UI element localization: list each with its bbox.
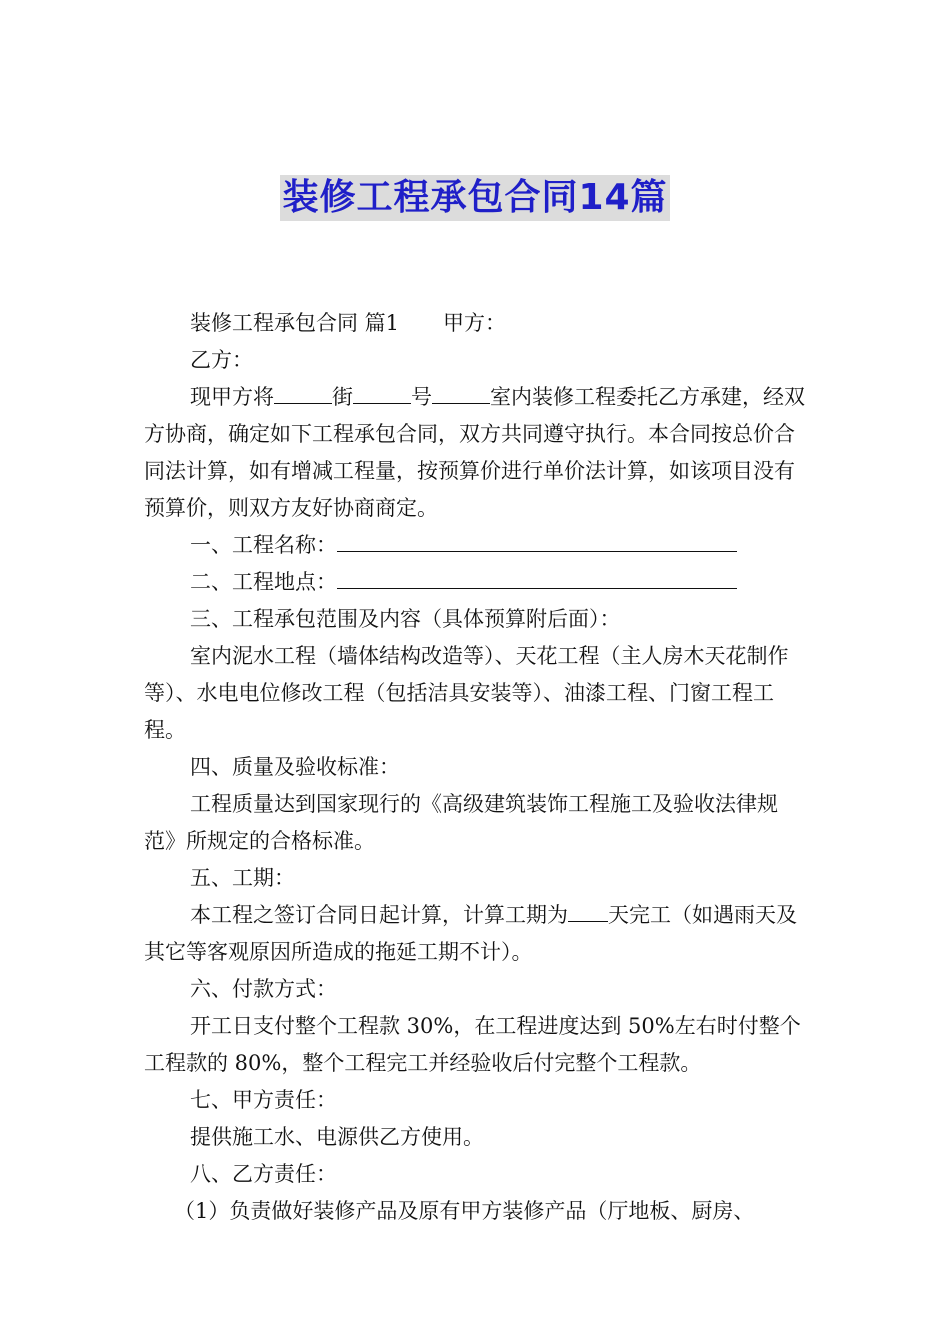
number-blank (353, 379, 411, 404)
title-container (0, 175, 950, 221)
item-project-location: 二、工程地点： (144, 564, 809, 601)
item-duration-label: 五、工期： (190, 866, 295, 890)
item-party-b-duty-text: （1）负责做好装修产品及原有甲方装修产品（厅地板、厨房、 (174, 1199, 755, 1223)
item-party-a-duty-label: 七、甲方责任： (190, 1088, 337, 1112)
days-blank (568, 897, 608, 922)
item-party-a-duty-text: 提供施工水、电源供乙方使用。 (190, 1125, 484, 1149)
item-scope-label: 三、工程承包范围及内容（具体预算附后面）： (190, 607, 621, 631)
item-quality-text: 工程质量达到国家现行的《高级建筑装饰工程施工及验收法律规范》所规定的合格标准。 (144, 792, 778, 853)
heading-line (144, 305, 809, 342)
document-title: 装修工程承包合同14篇 (280, 175, 669, 221)
item-duration-text: 本工程之签订合同日起计算，计算工期为 天完工（如遇雨天及其它等客观原因所造成的拖延工期不计）。 (144, 897, 809, 971)
document-body (144, 305, 809, 1230)
item-scope-text: 室内泥水工程（墙体结构改造等）、天花工程（主人房木天花制作等）、水电电位修改工程（包括洁具安装等）、油漆工程、门窗工程工程。 (144, 644, 789, 742)
intro-paragraph: 现甲方将 街 号 室内装修工程委托乙方承建，经双方协商，确定如下工程承包合同，双方共同遵守执行。本合同按总价合同法计算，如有增减工程量，按预算价进行单价法计算，如该项目没有预算价，则双方友好协商商定。 (144, 379, 809, 527)
item-payment-label: 六、付款方式： (190, 977, 337, 1001)
item-party-b-duty-label: 八、乙方责任： (190, 1162, 337, 1186)
party-b-label: 乙方： (190, 348, 253, 372)
item-payment-text: 开工日支付整个工程款 30%，在工程进度达到 50%左右时付整个工程款的 80%，整个工程完工并经验收后付完整个工程款。 (144, 1014, 801, 1075)
street-blank (274, 379, 332, 404)
room-blank (432, 379, 490, 404)
contract-heading: 装修工程承包合同 篇1 (190, 311, 400, 335)
project-name-blank (337, 527, 737, 552)
party-a-label: 甲方： (443, 311, 507, 335)
project-location-blank (337, 564, 737, 589)
item-quality-label: 四、质量及验收标准： (190, 755, 400, 779)
item-project-name: 一、工程名称： (144, 527, 809, 564)
